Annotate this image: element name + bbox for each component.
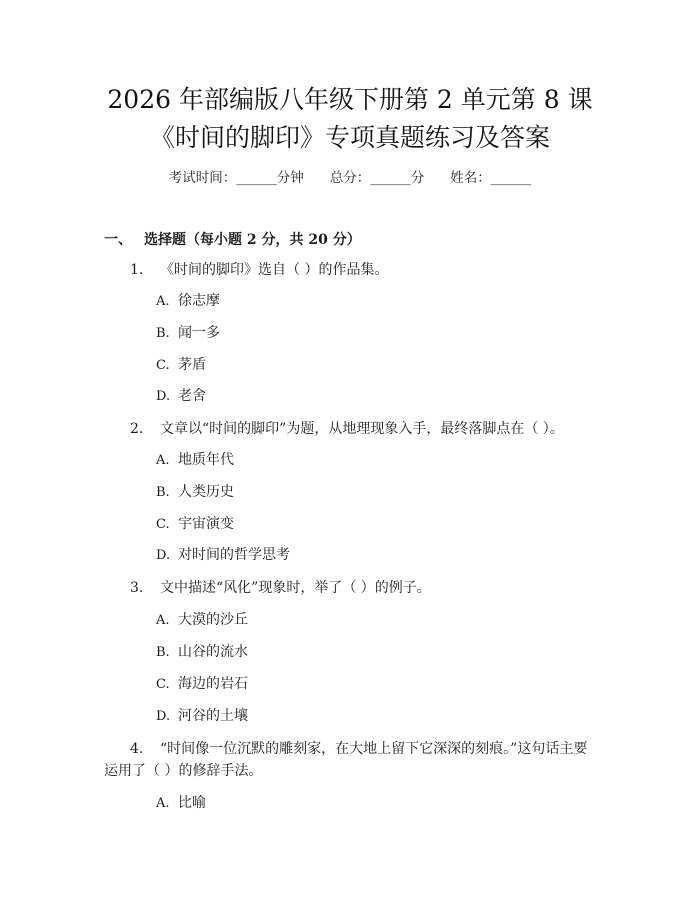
option-2a — [156, 450, 234, 471]
option-text: 对时间的哲学思考 — [178, 547, 290, 563]
section-title: 选择题（每小题 2 分，共 20 分） — [144, 232, 361, 248]
exam-info — [0, 168, 700, 188]
option-letter: B. — [156, 485, 170, 500]
option-text: 闻一多 — [178, 325, 220, 341]
option-text: 宇宙演变 — [178, 516, 234, 532]
option-1d — [156, 386, 206, 407]
question-text-line-1: “时间像一位沉默的雕刻家，在大地上留下它深深的刻痕。”这句话主要 — [160, 741, 588, 757]
question-number: 1. — [130, 262, 144, 278]
total-score-field: 总分：______分 — [329, 170, 425, 186]
question-text: 文章以“时间的脚印”为题，从地理现象入手，最终落脚点在（ ）。 — [160, 421, 564, 437]
option-letter: A. — [156, 613, 170, 628]
option-3d — [156, 706, 248, 727]
option-text: 大漠的沙丘 — [178, 612, 248, 628]
question-4 — [130, 738, 600, 760]
option-1b — [156, 323, 220, 344]
option-3a — [156, 610, 248, 631]
section-number: 一、 — [104, 232, 132, 248]
option-1a — [156, 291, 220, 312]
option-text: 比喻 — [178, 795, 206, 811]
option-2c — [156, 514, 234, 535]
option-text: 徐志摩 — [178, 293, 220, 309]
option-1c — [156, 355, 206, 376]
option-3b — [156, 642, 248, 663]
question-4-continuation — [104, 760, 574, 782]
option-letter: B. — [156, 645, 170, 660]
question-number: 4. — [130, 741, 144, 757]
document-title-line-2: 《时间的脚印》专项真题练习及答案 — [149, 123, 550, 152]
option-3c — [156, 674, 248, 695]
section-heading — [104, 230, 361, 250]
option-letter: C. — [156, 677, 170, 692]
option-text: 河谷的土壤 — [178, 708, 248, 724]
question-text-line-2: 运用了（ ）的修辞手法。 — [104, 763, 263, 779]
option-2b — [156, 482, 234, 503]
question-number: 2. — [130, 421, 144, 437]
option-letter: D. — [156, 548, 171, 563]
option-letter: C. — [156, 358, 170, 373]
option-letter: D. — [156, 389, 171, 404]
option-4a — [156, 793, 206, 814]
question-1 — [130, 259, 600, 281]
question-3 — [130, 577, 600, 599]
option-text: 海边的岩石 — [178, 676, 248, 692]
option-text: 老舍 — [178, 388, 206, 404]
option-text: 人类历史 — [178, 484, 234, 500]
option-letter: A. — [156, 796, 170, 811]
document-title-line-1: 2026 年部编版八年级下册第 2 单元第 8 课 — [107, 85, 593, 114]
option-letter: D. — [156, 709, 171, 724]
question-text: 文中描述“风化”现象时，举了（ ）的例子。 — [160, 580, 431, 596]
exam-time-field: 考试时间：______分钟 — [168, 170, 304, 186]
option-letter: C. — [156, 517, 170, 532]
name-field: 姓名：______ — [450, 170, 532, 186]
question-number: 3. — [130, 580, 144, 596]
option-text: 茅盾 — [178, 357, 206, 373]
option-2d — [156, 545, 290, 566]
option-text: 地质年代 — [178, 452, 234, 468]
option-letter: A. — [156, 294, 170, 309]
option-letter: A. — [156, 453, 170, 468]
question-text: 《时间的脚印》选自（ ）的作品集。 — [160, 262, 389, 278]
question-2 — [130, 418, 600, 440]
option-text: 山谷的流水 — [178, 644, 248, 660]
option-letter: B. — [156, 326, 170, 341]
